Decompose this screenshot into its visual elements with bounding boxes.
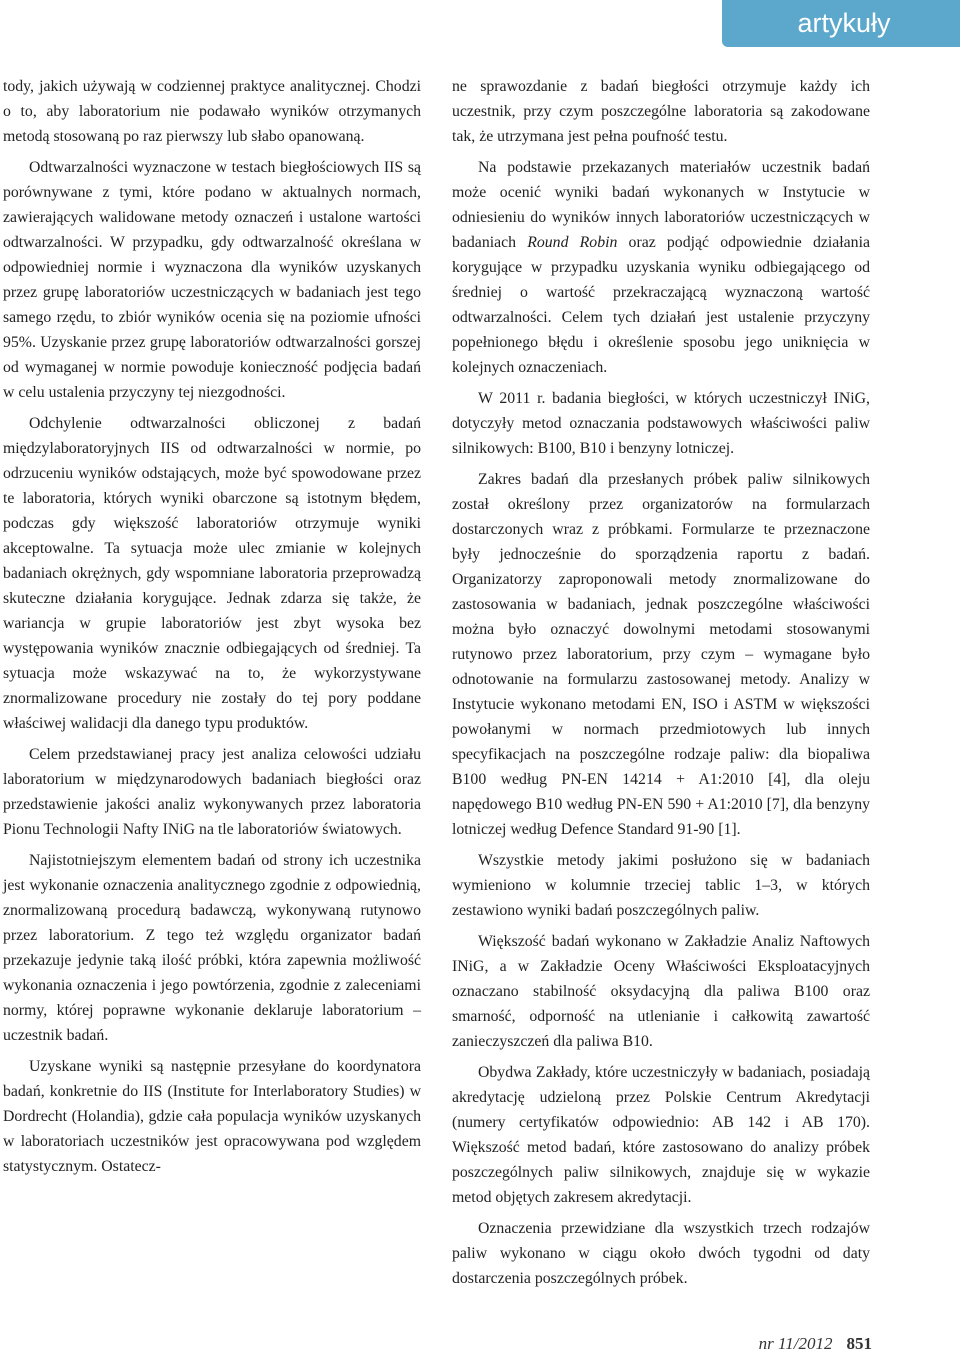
paragraph: ne sprawozdanie z badań biegłości otrzymuje każdy ich uczestnik, przy czym poszczególne laboratoria są zakodowane tak, że utrzymana jest pełna poufność testu. — [452, 78, 870, 145]
issue-label: nr 11/2012 — [758, 1334, 833, 1353]
right-column — [452, 74, 870, 1297]
paragraph: Wszystkie metody jakimi posłużono się w badaniach wymieniono w kolumnie trzeciej tablic 1–3, w których zestawiono wyniki badań poszczególnych paliw. — [452, 852, 870, 919]
left-column — [3, 74, 421, 1185]
paragraph: Celem przedstawianej pracy jest analiza celowości udziału laboratorium w międzynarodowych badaniach biegłości oraz przedstawienie jakości analiz wykonywanych przez laboratoria Pionu Technologii Nafty INiG na tle laboratoriów światowych. — [3, 746, 421, 838]
paragraph: Najistotniejszym elementem badań od strony ich uczestnika jest wykonanie oznaczenia analitycznego zgodnie z odpowiednią, znormalizowaną procedurą badawczą, wykonywaną rutynowo przez laboratorium. Z tego też względu organizator badań przekazuje jedynie taką ilość próbki, która zapewnia możliwość wykonania oznaczenia i jego powtórzenia, zgodnie z zaleceniami normy, której poprawne wykonanie deklaruje laboratorium – uczestnik badań. — [3, 852, 421, 1044]
paragraph: Oznaczenia przewidziane dla wszystkich trzech rodzajów paliw wykonano w ciągu około dwóch tygodni od daty dostarczenia poszczególnych próbek. — [452, 1220, 870, 1287]
italic-term: Round Robin — [527, 234, 618, 251]
section-tab: artykuły — [722, 0, 960, 47]
page-number: 851 — [846, 1334, 872, 1353]
page-footer — [700, 1334, 872, 1358]
paragraph: W 2011 r. badania biegłości, w których uczestniczył INiG, dotyczyły metod oznaczania podstawowych właściwości paliw silnikowych: B100, B10 i benzyny lotniczej. — [452, 390, 870, 457]
paragraph — [452, 155, 870, 380]
paragraph: Uzyskane wyniki są następnie przesyłane do koordynatora badań, konkretnie do IIS (Institute for Interlaboratory Studies) w Dordrecht (Holandia), gdzie cała populacja wyników uzyskanych w laboratoriach uczestników jest opracowywana pod względem statystycznym. Ostatecz- — [3, 1058, 421, 1175]
paragraph: Większość badań wykonano w Zakładzie Analiz Naftowych INiG, a w Zakładzie Oceny Właściwości Eksploatacyjnych oznaczano stabilność oksydacyjną dla paliwa B100 oraz smarność, odporność na utlenianie i całkowitą zawartość zanieczyszczeń dla paliwa B10. — [452, 933, 870, 1050]
paragraph: Odchylenie odtwarzalności obliczonej z badań międzylaboratoryjnych IIS od odtwarzalności w normie, po odrzuceniu wyników odstających, może być spowodowane przez te laboratoria, których wyniki obarczone są istotnym błędem, podczas gdy większość laboratoriów otrzymuje wyniki akceptowalne. Ta sytuacja może ulec zmianie w kolejnych badaniach okrężnych, gdy wspomniane laboratoria przeprowadzą skuteczne działania korygujące. Jednak zdarza się także, że wariancja w grupie laboratoriów jest zbyt wysoka bez występowania wyników znacznie odbiegających od średniej. Ta sytuacja może wskazywać na to, że wykorzystywane znormalizowane procedury nie zostały do tej pory poddane właściwej walidacji dla danego typu produktów. — [3, 415, 421, 732]
paragraph: Odtwarzalności wyznaczone w testach biegłościowych IIS są porównywane z tymi, które podano w aktualnych normach, zawierających walidowane metody oznaczeń i ustalone wartości odtwarzalności. W przypadku, gdy odtwarzalność określana w odpowiedniej normie i wyznaczona dla wyników uzyskanych przez grupę laboratoriów uczestniczących w badaniach jest tego samego rzędu, to zbiór wyników ocenia się na poziomie ufności 95%. Uzyskanie przez grupę laboratoriów odtwarzalności gorszej od wymaganej w normie powoduje konieczność podjęcia badań w celu ustalenia przyczyny tej niezgodności. — [3, 159, 421, 401]
text-run: oraz podjąć odpowiednie działania korygujące w przypadku uzyskania wyniku odbiegającego od średniej o wartość przekraczającą wyznaczoną wartość odtwarzalności. Celem tych działań jest ustalenie przyczyny popełnionego błędu i określenie sposobu jego uniknięcia w kolejnych oznaczeniach. — [452, 234, 870, 376]
text-run: Na podstawie przekazanych materiałów uczestnik badań może ocenić wyniki badań wykonanych w Instytucie w odniesieniu do wyników innych laboratoriów uczestniczących w badaniach — [452, 159, 870, 251]
paragraph: Obydwa Zakłady, które uczestniczyły w badaniach, posiadają akredytację udzieloną przez Polskie Centrum Akredytacji (numery certyfikatów odpowiednio: AB 142 i AB 170). Większość metod badań, które zastosowano do analizy próbek poszczególnych paliw silnikowych, znajduje się w wykazie metod objętych zakresem akredytacji. — [452, 1064, 870, 1206]
paragraph: Zakres badań dla przesłanych próbek paliw silnikowych został określony przez organizatorów na formularzach dostarczonych wraz z próbkami. Formularze te przeznaczone były jednocześnie do sporządzenia raportu z badań. Organizatorzy zaproponowali metody znormalizowane do zastosowania w badaniach, jednak poszczególne właściwości można było oznaczyć dowolnymi metodami stosowanymi rutynowo przez laboratorium, przy czym – wymagane było odnotowanie na formularzu zastosowanej metody. Analizy w Instytucie wykonano metodami EN, ISO i ASTM w większości powołanymi w normach przedmiotowych lub innych specyfikacjach na poszczególne rodzaje paliw: dla biopaliwa B100 według PN-EN 14214 + A1:2010 [4], dla oleju napędowego B10 według PN-EN 590 + A1:2010 [7], dla benzyny lotniczej według Defence Standard 91-90 [1]. — [452, 471, 870, 838]
paragraph: tody, jakich używają w codziennej praktyce analitycznej. Chodzi o to, aby laboratorium nie podawało wyników otrzymanych metodą stosowaną po raz pierwszy lub słabo opanowaną. — [3, 78, 421, 145]
